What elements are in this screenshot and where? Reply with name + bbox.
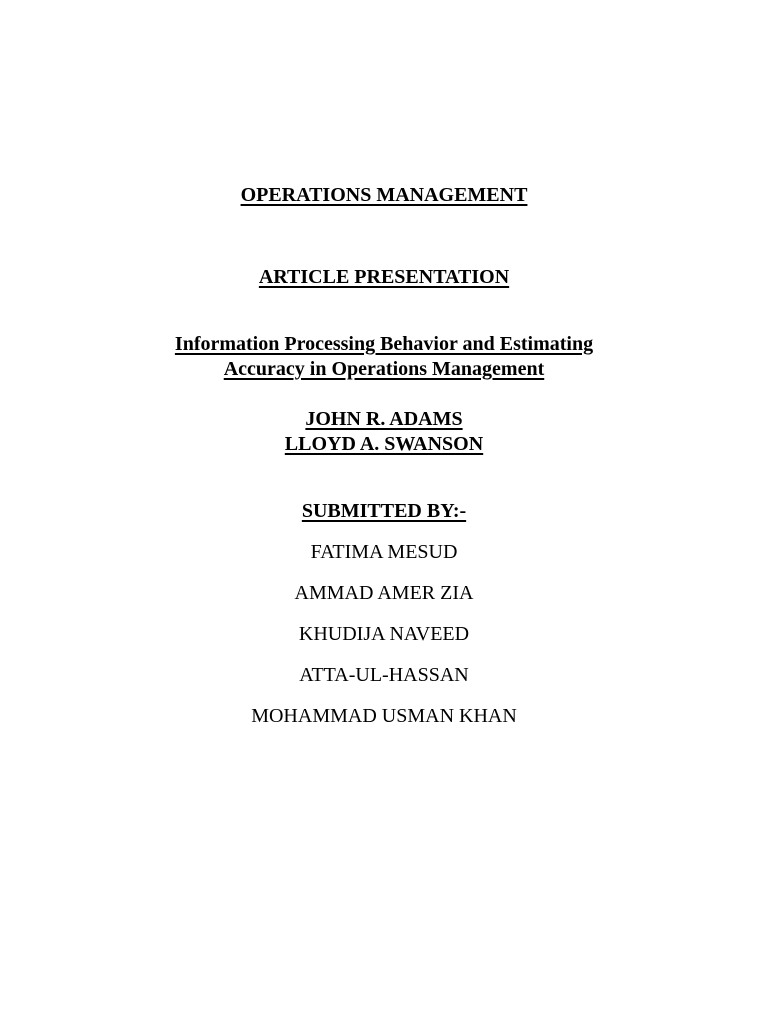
course-title: OPERATIONS MANAGEMENT <box>240 184 528 206</box>
article-title-line-2: Accuracy in Operations Management <box>223 358 545 380</box>
member-1: FATIMA MESUD <box>310 541 458 563</box>
author-2: LLOYD A. SWANSON <box>284 433 484 455</box>
member-5: MOHAMMAD USMAN KHAN <box>251 705 517 727</box>
presentation-type-heading: ARTICLE PRESENTATION <box>258 266 510 288</box>
author-1: JOHN R. ADAMS <box>305 408 463 430</box>
member-2: AMMAD AMER ZIA <box>294 582 474 604</box>
member-3: KHUDIJA NAVEED <box>298 623 470 645</box>
member-4: ATTA-UL-HASSAN <box>299 664 469 686</box>
submitted-by-label: SUBMITTED BY:- <box>301 500 467 522</box>
article-title-line-1: Information Processing Behavior and Estimating <box>174 333 594 355</box>
